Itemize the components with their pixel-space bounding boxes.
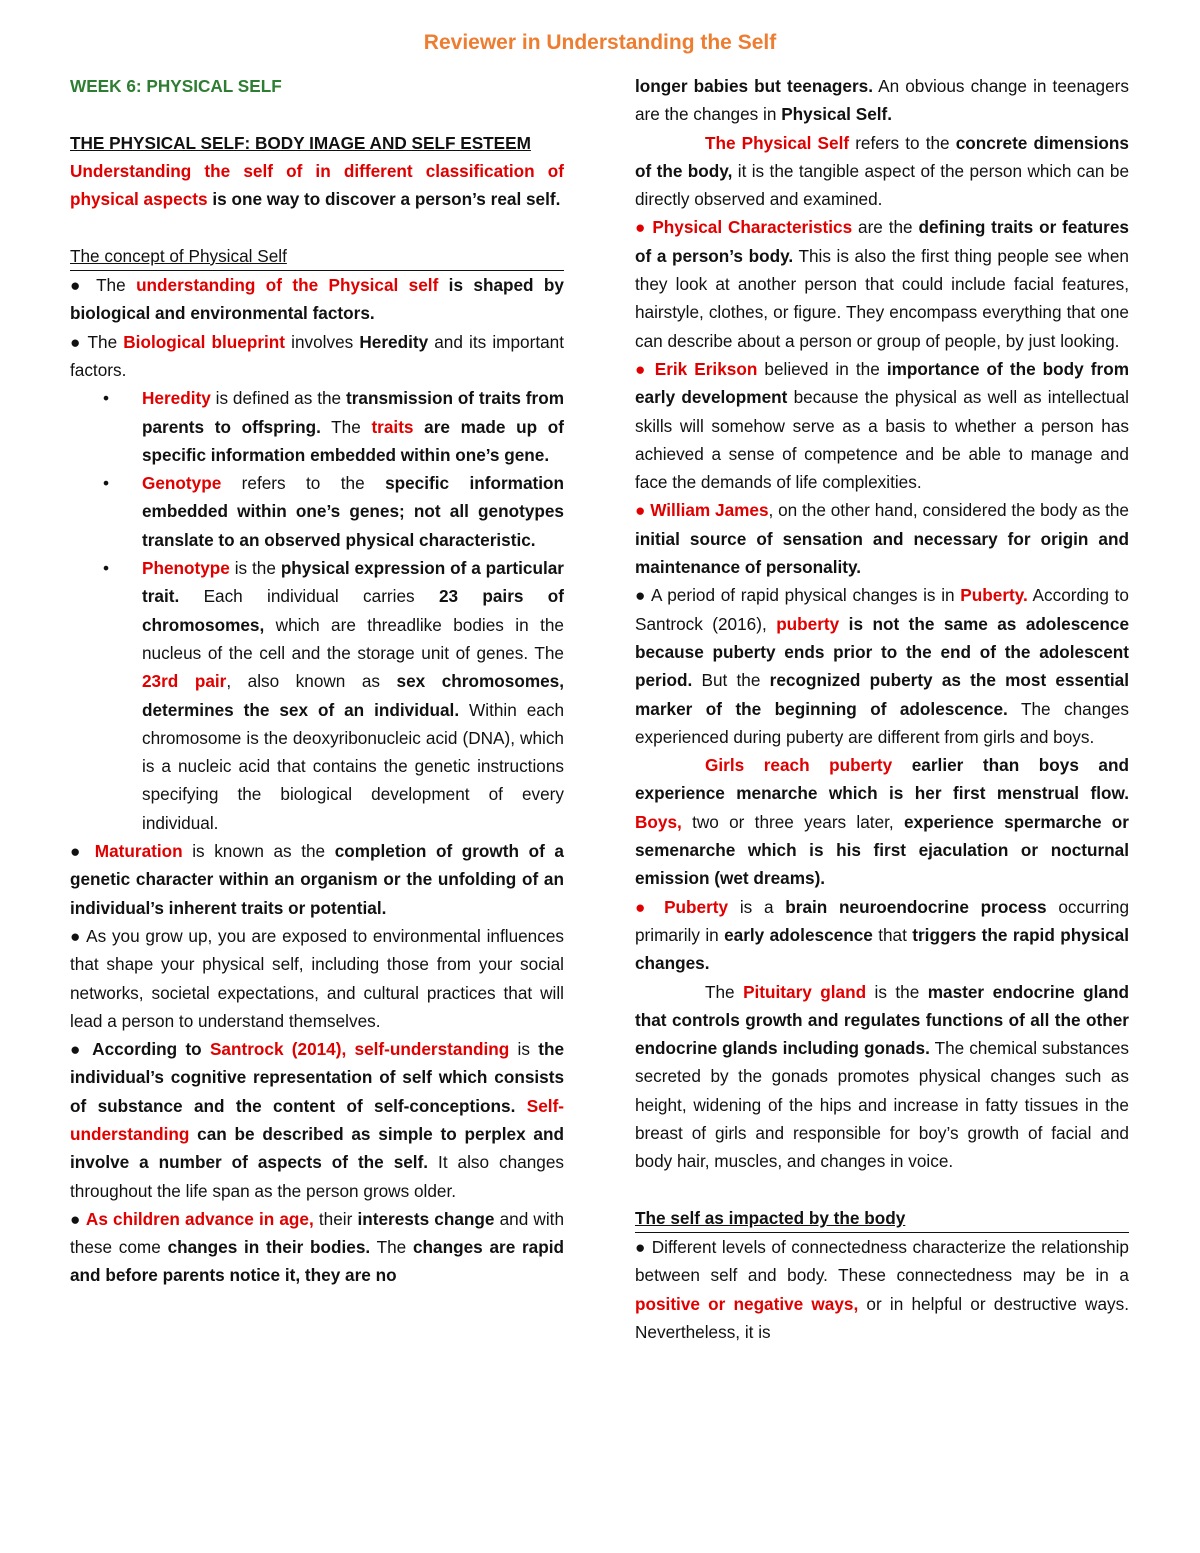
bullet-dot-icon: • [103, 473, 110, 494]
heredity-sublist [70, 384, 564, 837]
bullet-children: ● As children advance in age, their interests change and with these come changes in their bodies. The changes are rapid and before parents notice it, they are no [70, 1208, 565, 1286]
continued-paragraph: longer babies but teenagers. An obvious change in teenagers are the changes in Physical Self. [635, 76, 1129, 125]
bullet-understanding: ● The understanding of the Physical self is shaped by biological and environmental factors. [70, 275, 564, 324]
bullet-puberty: ● A period of rapid physical changes is in Puberty. According to Santrock (2016), puberty is not the same as adolescence because puberty ends prior to the end of the adolescent period. But the recognized puberty as the most essential marker of the beginning of adolescence. The changes experienced during puberty are different from girls and boys. [635, 585, 1129, 747]
pituitary-paragraph: The Pituitary gland is the master endocrine gland that controls growth and regulates functions of all the other endocrine glands including gonads. The chemical substances secreted by the gonads promotes physical changes such as height, widening of the hips and increase in fatty tissues in the breast of girls and responsible for boy’s growth of facial and body hair, muscles, and changes in voice. [635, 981, 1129, 1172]
bullet-dot-icon: • [103, 388, 110, 409]
bullet-dot-icon: • [103, 558, 110, 579]
bullet-blueprint: ● The Biological blueprint involves Heredity and its important factors. [70, 331, 564, 380]
list-item-genotype: • Genotype refers to the specific information embedded within one’s genes; not all genotypes translate to an observed physical characteristic. [70, 469, 564, 554]
bullet-erikson: ● Erik Erikson believed in the importance of the body from early development because the physical as well as intellectual skills will somehow serve as a basis to whether a person has achieved a sense of competence and be able to manage and face the demands of life complexities. [635, 358, 1129, 493]
bullet-santrock: ● According to Santrock (2014), self-understanding is the individual’s cognitive representation of self which consists of substance and the content of self-conceptions. Self-understanding can be described as simple to perplex and involve a number of aspects of the self. It also changes throughout the life span as the person grows older. [70, 1039, 565, 1201]
section-title: THE PHYSICAL SELF: BODY IMAGE AND SELF ESTEEM [70, 132, 531, 153]
bullet-levels: ● Different levels of connectedness characterize the relationship between self and body. These connectedness may be in a positive or negative ways, or in helpful or destructive ways. Nevertheless, it is [635, 1237, 1129, 1343]
list-item-phenotype: • Phenotype is the physical expression of a particular trait. Each individual carries 23 pairs of chromosomes, which are threadlike bodies in the nucleus of the cell and the storage unit of genes. The 23rd pair, also known as sex chromosomes, determines the sex of an individual. Within each chromosome is the deoxyribonucleic acid (DNA), which is a nucleic acid that contains the genetic instructions specifying the biological development of every individual. [70, 554, 564, 837]
bullet-maturation: ● Maturation is known as the completion of growth of a genetic character within an organism or the unfolding of an individual’s inherent traits or potential. [70, 841, 564, 918]
physical-self-paragraph: The Physical Self refers to the concrete dimensions of the body, it is the tangible aspect of the person which can be directly observed and examined. [635, 132, 1130, 210]
girls-boys-paragraph: Girls reach puberty earlier than boys and experience menarche which is her first menstrual flow. Boys, two or three years later, experience spermarche or semenarche which is his first ejaculation or nocturnal emission (wet dreams). [635, 755, 1129, 889]
list-item-heredity: • Heredity is defined as the transmission of traits from parents to offspring. The traits are made up of specific information embedded within one’s gene. [70, 384, 564, 469]
right-column [635, 72, 1129, 1346]
bullet-grow: ● As you grow up, you are exposed to environmental influences that shape your physical self, including those from your social networks, societal expectations, and cultural practices that will lead a person to understand themselves. [70, 925, 564, 1031]
left-column [70, 72, 564, 1290]
impact-heading: The self as impacted by the body [635, 1204, 1129, 1233]
bullet-james: ● William James, on the other hand, considered the body as the initial source of sensation and necessary for origin and maintenance of personality. [635, 500, 1129, 578]
week-label: WEEK 6: PHYSICAL SELF [70, 76, 282, 96]
bullet-characteristics: ● Physical Characteristics are the defining traits or features of a person’s body. This is also the first thing people see when they look at another person that could include facial features, hairstyle, clothes, or figure. They encompass everything that one can describe about a person or group of people, by just looking. [635, 217, 1129, 351]
document-title: Reviewer in Understanding the Self [423, 31, 777, 54]
bullet-neuroendocrine: ● Puberty is a brain neuroendocrine process occurring primarily in early adolescence that triggers the rapid physical changes. [635, 896, 1130, 974]
intro-paragraph: Understanding the self of in different classification of physical aspects is one way to discover a person’s real self. [70, 160, 564, 210]
concept-heading: The concept of Physical Self [70, 242, 564, 271]
